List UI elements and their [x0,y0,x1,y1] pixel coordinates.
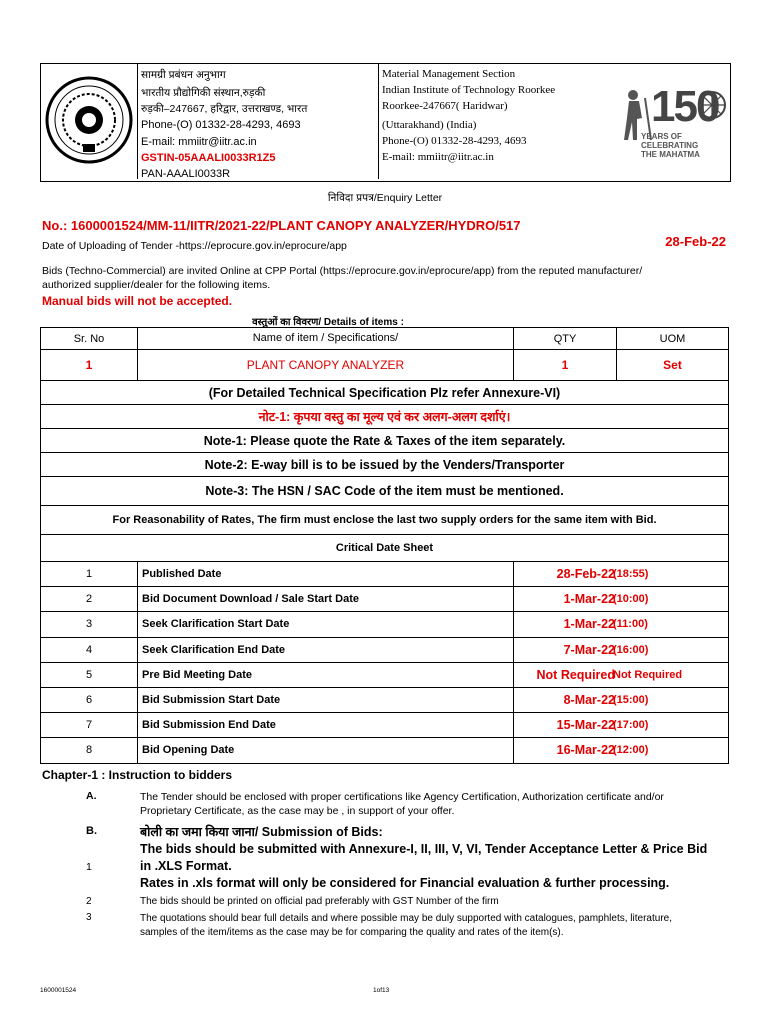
letter-title: निविदा प्रपत्र/Enquiry Letter [327,192,443,204]
instruction-a-line: Proprietary Certificate, as the case may be , in support of your offer. [140,805,455,817]
date-row-label: Bid Submission End Date [137,712,514,738]
hindi-address [138,64,379,179]
reference-number: No.: 1600001524/MM-11/IITR/2021-22/PLANT CANOPY ANALYZER/HYDRO/517 [42,218,521,233]
items-heading: वस्तुओं का विवरण/ Details of items : [252,317,404,328]
letterhead [40,63,731,182]
item-sr: 1 [40,349,138,381]
gandhi-caption [641,132,700,159]
date-row-sr: 5 [40,662,138,688]
date-row-sr: 3 [40,611,138,637]
gandhi-150-logo [611,82,731,167]
footer-page-number: 1of13 [373,987,390,994]
critical-date-sheet-title: Critical Date Sheet [40,534,729,562]
date-row-date: 7-Mar-22 [513,637,617,663]
instruction-a-line: The Tender should be enclosed with proper certifications like Agency Certification, Authorization certificate and/or [140,791,664,803]
eng-line: (Uttarakhand) (India) [382,119,477,131]
eng-line: Roorkee-247667( Haridwar) [382,100,508,112]
item-uom: Set [616,349,729,381]
date-row-date: 15-Mar-22 [513,712,617,738]
gandhi-caption-line: YEARS OF [641,132,682,141]
date-row-time: (18:55) [611,561,729,587]
date-row-sr: 6 [40,687,138,713]
date-row-time: (10:00) [611,586,729,612]
item-qty: 1 [513,349,617,381]
gstin: GSTIN-05AAALI0033R1Z5 [141,152,276,164]
gandhi-caption-line: CELEBRATING [641,141,699,150]
date-row-label: Bid Opening Date [137,737,514,763]
date-row-time: (11:00) [611,611,729,637]
email-left: E-mail: mmiitr@iitr.ac.in [141,136,257,148]
b1-text [140,841,707,892]
hindi-note: नोट-1: कृपया वस्तु का मूल्य एवं कर अलग-अलग दर्शाएं। [40,404,729,429]
b3-line: The quotations should bear full details and where possible may be duly supported with catalogues, pamphlets, literature, [140,913,672,924]
iitr-logo-cell [41,64,138,179]
eng-line: E-mail: mmiitr@iitr.ac.in [382,151,494,163]
footer-doc-number: 1600001524 [40,987,77,994]
date-row-date: 16-Mar-22 [513,737,617,763]
b3-text [140,912,672,940]
instruction-b-label: B. [86,825,97,837]
upload-date-label: Date of Uploading of Tender -https://eprocure.gov.in/eprocure/app [42,240,347,252]
eng-line: Material Management Section [382,68,516,80]
annexure-note: (For Detailed Technical Specification Plz refer Annexure-VI) [40,380,729,405]
submission-heading: बोली का जमा किया जाना/ Submission of Bids: [140,825,383,839]
instruction-a-label: A. [86,790,97,802]
b2-text: The bids should be printed on official pad preferably with GST Number of the firm [140,896,499,907]
header-uom: UOM [616,327,729,350]
date-row-label: Bid Document Download / Sale Start Date [137,586,514,612]
b1-number: 1 [86,861,92,873]
item-name: PLANT CANOPY ANALYZER [137,349,514,381]
date-row-date: 8-Mar-22 [513,687,617,713]
note-2: Note-2: E-way bill is to be issued by the Venders/Transporter [40,452,729,477]
b2-number: 2 [86,896,92,907]
eng-line: Indian Institute of Technology Roorkee [382,84,556,96]
gandhi-caption-line: THE MAHATMA [641,150,700,159]
hindi-line: रुड़की–247667, हरिद्वार, उत्तराखण्ड, भारत [141,103,308,115]
date-row-date: 1-Mar-22 [513,586,617,612]
date-row-time: (12:00) [611,737,729,763]
reasonability-note: For Reasonability of Rates, The firm must enclose the last two supply orders for the same item with Bid. [40,505,729,535]
note-1: Note-1: Please quote the Rate & Taxes of the item separately. [40,428,729,453]
date-row-time: (17:00) [611,712,729,738]
instruction-a-text [140,790,664,818]
charkha-icon [697,90,727,120]
date-row-label: Seek Clarification End Date [137,637,514,663]
b1-line: Rates in .xls format will only be considered for Financial evaluation & further processing. [140,876,670,890]
date-row-date: 28-Feb-22 [513,561,617,587]
manual-bids-warning: Manual bids will not be accepted. [42,294,233,308]
date-row-sr: 2 [40,586,138,612]
date-row-time: Not Required [611,662,729,688]
b1-line: The bids should be submitted with Annexure-I, II, III, V, VI, Tender Acceptance Letter & Price Bid [140,842,708,856]
note-3: Note-3: The HSN / SAC Code of the item must be mentioned. [40,476,729,506]
chapter-title: Chapter-1 : Instruction to bidders [42,768,233,782]
iitr-seal-icon [43,74,135,166]
date-row-date: Not Required [513,662,617,688]
date-row-time: (16:00) [611,637,729,663]
date-row-label: Pre Bid Meeting Date [137,662,514,688]
header-sr-no: Sr. No [40,327,138,350]
date-row-time: (15:00) [611,687,729,713]
header-item-name: Name of item / Specifications/ [137,327,514,350]
date-row-label: Bid Submission Start Date [137,687,514,713]
date-row-label: Published Date [137,561,514,587]
hindi-line: सामग्री प्रबंधन अनुभाग [141,69,226,81]
date-row-sr: 7 [40,712,138,738]
date-row-label: Seek Clarification Start Date [137,611,514,637]
date-row-sr: 8 [40,737,138,763]
b3-line: samples of the item/items as the case may be for comparing the quality and rates of the item(s). [140,927,564,938]
date-row-sr: 1 [40,561,138,587]
date-row-date: 1-Mar-22 [513,611,617,637]
header-qty: QTY [513,327,617,350]
phone-left: Phone-(O) 01332-28-4293, 4693 [141,119,301,131]
gandhi-number: 150 [651,82,719,131]
hindi-line: भारतीय प्रौद्योगिकी संस्थान,रुड़की [141,87,266,99]
date-row-sr: 4 [40,637,138,663]
upload-date: 28-Feb-22 [665,234,726,249]
bids-text-line: Bids (Techno-Commercial) are invited Online at CPP Portal (https://eprocure.gov.in/eprocure/app) from the reputed manufacturer/ [42,265,643,277]
eng-line: Phone-(O) 01332-28-4293, 4693 [382,135,527,147]
pan: PAN-AAALI0033R [141,168,231,180]
b3-number: 3 [86,912,92,923]
bids-text-line: authorized supplier/dealer for the following items. [42,279,271,291]
b1-line: in .XLS Format. [140,859,232,873]
